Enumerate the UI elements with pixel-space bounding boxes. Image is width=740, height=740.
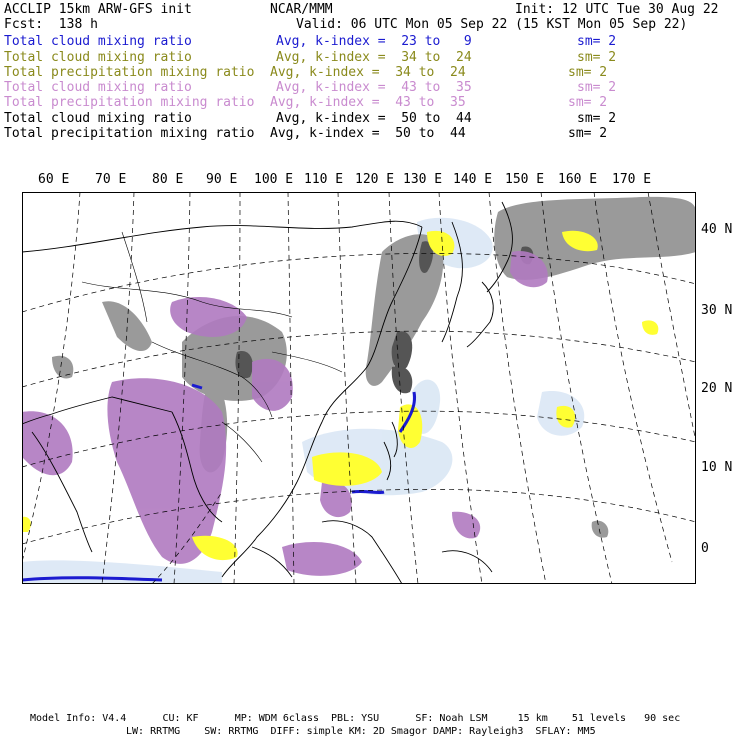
legend-avg: Avg, k-index = 34 to 24 <box>270 65 466 80</box>
legend-sm: sm= 2 <box>577 111 617 126</box>
lon-label: 150 E <box>505 172 545 187</box>
legend-name: Total cloud mixing ratio <box>4 50 192 65</box>
legend-sm: sm= 2 <box>577 34 617 49</box>
forecast-map <box>22 192 696 584</box>
legend-avg: Avg, k-index = 50 to 44 <box>270 126 466 141</box>
legend-name: Total cloud mixing ratio <box>4 111 192 126</box>
init-time: Init: 12 UTC Tue 30 Aug 22 <box>515 2 719 17</box>
lon-label: 80 E <box>152 172 184 187</box>
lon-label: 60 E <box>38 172 70 187</box>
lon-label: 100 E <box>254 172 294 187</box>
legend-avg: Avg, k-index = 50 to 44 <box>276 111 472 126</box>
legend-sm: sm= 2 <box>568 95 608 110</box>
lat-label: 40 N <box>701 222 733 237</box>
lon-label: 140 E <box>453 172 493 187</box>
model-info-line2: LW: RRTMG SW: RRTMG DIFF: simple KM: 2D Smagor DAMP: Rayleigh3 SFLAY: MM5 <box>126 726 596 737</box>
legend-sm: sm= 2 <box>568 65 608 80</box>
lat-label: 10 N <box>701 460 733 475</box>
legend-name: Total precipitation mixing ratio <box>4 126 255 141</box>
legend-sm: sm= 2 <box>577 80 617 95</box>
lon-label: 90 E <box>206 172 238 187</box>
lon-label: 120 E <box>355 172 395 187</box>
legend-avg: Avg, k-index = 43 to 35 <box>276 80 472 95</box>
legend-name: Total cloud mixing ratio <box>4 34 192 49</box>
center-label: NCAR/MMM <box>270 2 333 17</box>
legend-name: Total precipitation mixing ratio <box>4 65 255 80</box>
valid-time: Valid: 06 UTC Mon 05 Sep 22 (15 KST Mon 05 Sep 22) <box>296 17 688 32</box>
lon-label: 110 E <box>304 172 344 187</box>
legend-avg: Avg, k-index = 34 to 24 <box>276 50 472 65</box>
lat-label: 30 N <box>701 303 733 318</box>
forecast-hour: Fcst: 138 h <box>4 17 98 32</box>
lat-label: 0 <box>701 541 709 556</box>
lon-label: 160 E <box>558 172 598 187</box>
legend-name: Total precipitation mixing ratio <box>4 95 255 110</box>
lat-label: 20 N <box>701 381 733 396</box>
model-info-line1: Model Info: V4.4 CU: KF MP: WDM 6class PBL: YSU SF: Noah LSM 15 km 51 levels 90 sec <box>30 713 681 724</box>
legend-avg: Avg, k-index = 43 to 35 <box>270 95 466 110</box>
legend-sm: sm= 2 <box>577 50 617 65</box>
model-title: ACCLIP 15km ARW-GFS init <box>4 2 192 17</box>
legend-name: Total cloud mixing ratio <box>4 80 192 95</box>
legend-avg: Avg, k-index = 23 to 9 <box>276 34 472 49</box>
lon-label: 130 E <box>403 172 443 187</box>
legend-sm: sm= 2 <box>568 126 608 141</box>
lon-label: 70 E <box>95 172 127 187</box>
lon-label: 170 E <box>612 172 652 187</box>
